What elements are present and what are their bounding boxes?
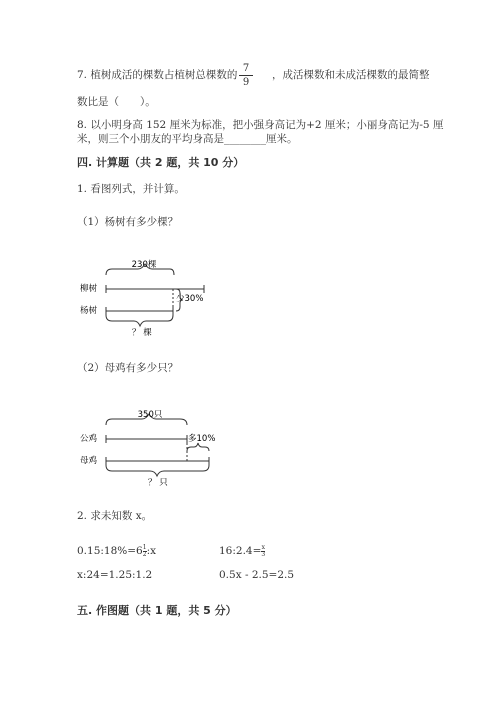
equation-1-right: :x (146, 545, 157, 557)
diff-brace (187, 443, 209, 451)
q8-text-line2: 米，则三个小朋友的平均身高是________厘米。 (77, 133, 298, 145)
q7-text-part1: 7. 植树成活的棵数占植树总棵数的 (77, 69, 238, 81)
q8-text-line1: 8. 以小明身高 152 厘米为标准，把小强身高记为+2 厘米；小丽身高记为-5 厘 (77, 119, 444, 131)
bottom-brace (106, 315, 173, 326)
section-4-title: 四. 计算题（共 2 题，共 10 分） (77, 156, 245, 169)
fraction-denominator: 2 (142, 550, 147, 558)
diagram-1-diff-label: 少30% (176, 294, 204, 304)
fraction-numerator: 1 (142, 543, 147, 551)
diagram-2-row-1-label: 公鸡 (80, 434, 98, 444)
fraction-denominator: 3 (261, 550, 266, 558)
equation-1 (77, 544, 156, 558)
q7-fraction-numerator: 7 (242, 63, 250, 74)
diagram-2-bottom-label: ？ 只 (148, 478, 168, 488)
diagram-2-top-label: 350只 (137, 410, 163, 420)
diagram-2-diff-label: 多10% (188, 434, 216, 444)
calc-1-prompt: 1. 看图列式，并计算。 (77, 183, 185, 195)
q7-text-part2: ，成活棵数和未成活棵数的最简整 (272, 69, 430, 81)
diagram-1-top-label: 230棵 (131, 260, 157, 270)
equation-3: x:24=1.25:1.2 (77, 569, 153, 581)
section-5-title: 五. 作图题（共 1 题，共 5 分） (77, 604, 237, 617)
equation-4: 0.5x - 2.5=2.5 (219, 569, 295, 581)
diagram-1-row-1-label: 柳树 (80, 284, 98, 294)
diagram-2-row-2-label: 母鸡 (80, 456, 98, 466)
diagram-2 (70, 405, 230, 490)
q7-fraction (239, 63, 253, 88)
equation-2-fraction (261, 545, 265, 558)
fraction-numerator: x (261, 543, 266, 551)
calc-1-sub1: （1）杨树有多少棵？ (77, 216, 179, 228)
q7-fraction-denominator: 9 (242, 77, 250, 88)
equation-2-left: 16:2.4= (219, 545, 262, 557)
calc-2-prompt: 2. 求未知数 x。 (77, 510, 153, 522)
diagram-1-row-2-label: 杨树 (80, 306, 98, 316)
equation-2 (219, 544, 265, 558)
diagram-1-bottom-label: ？ 棵 (132, 328, 152, 338)
equation-1-left: 0.15:18%=6 (77, 545, 143, 557)
q7-text-line2: 数比是（ ）。 (77, 96, 156, 108)
diagram-1 (70, 255, 230, 340)
calc-1-sub2: （2）母鸡有多少只？ (77, 362, 179, 374)
fraction-bar (239, 75, 253, 76)
bottom-brace (106, 465, 209, 476)
